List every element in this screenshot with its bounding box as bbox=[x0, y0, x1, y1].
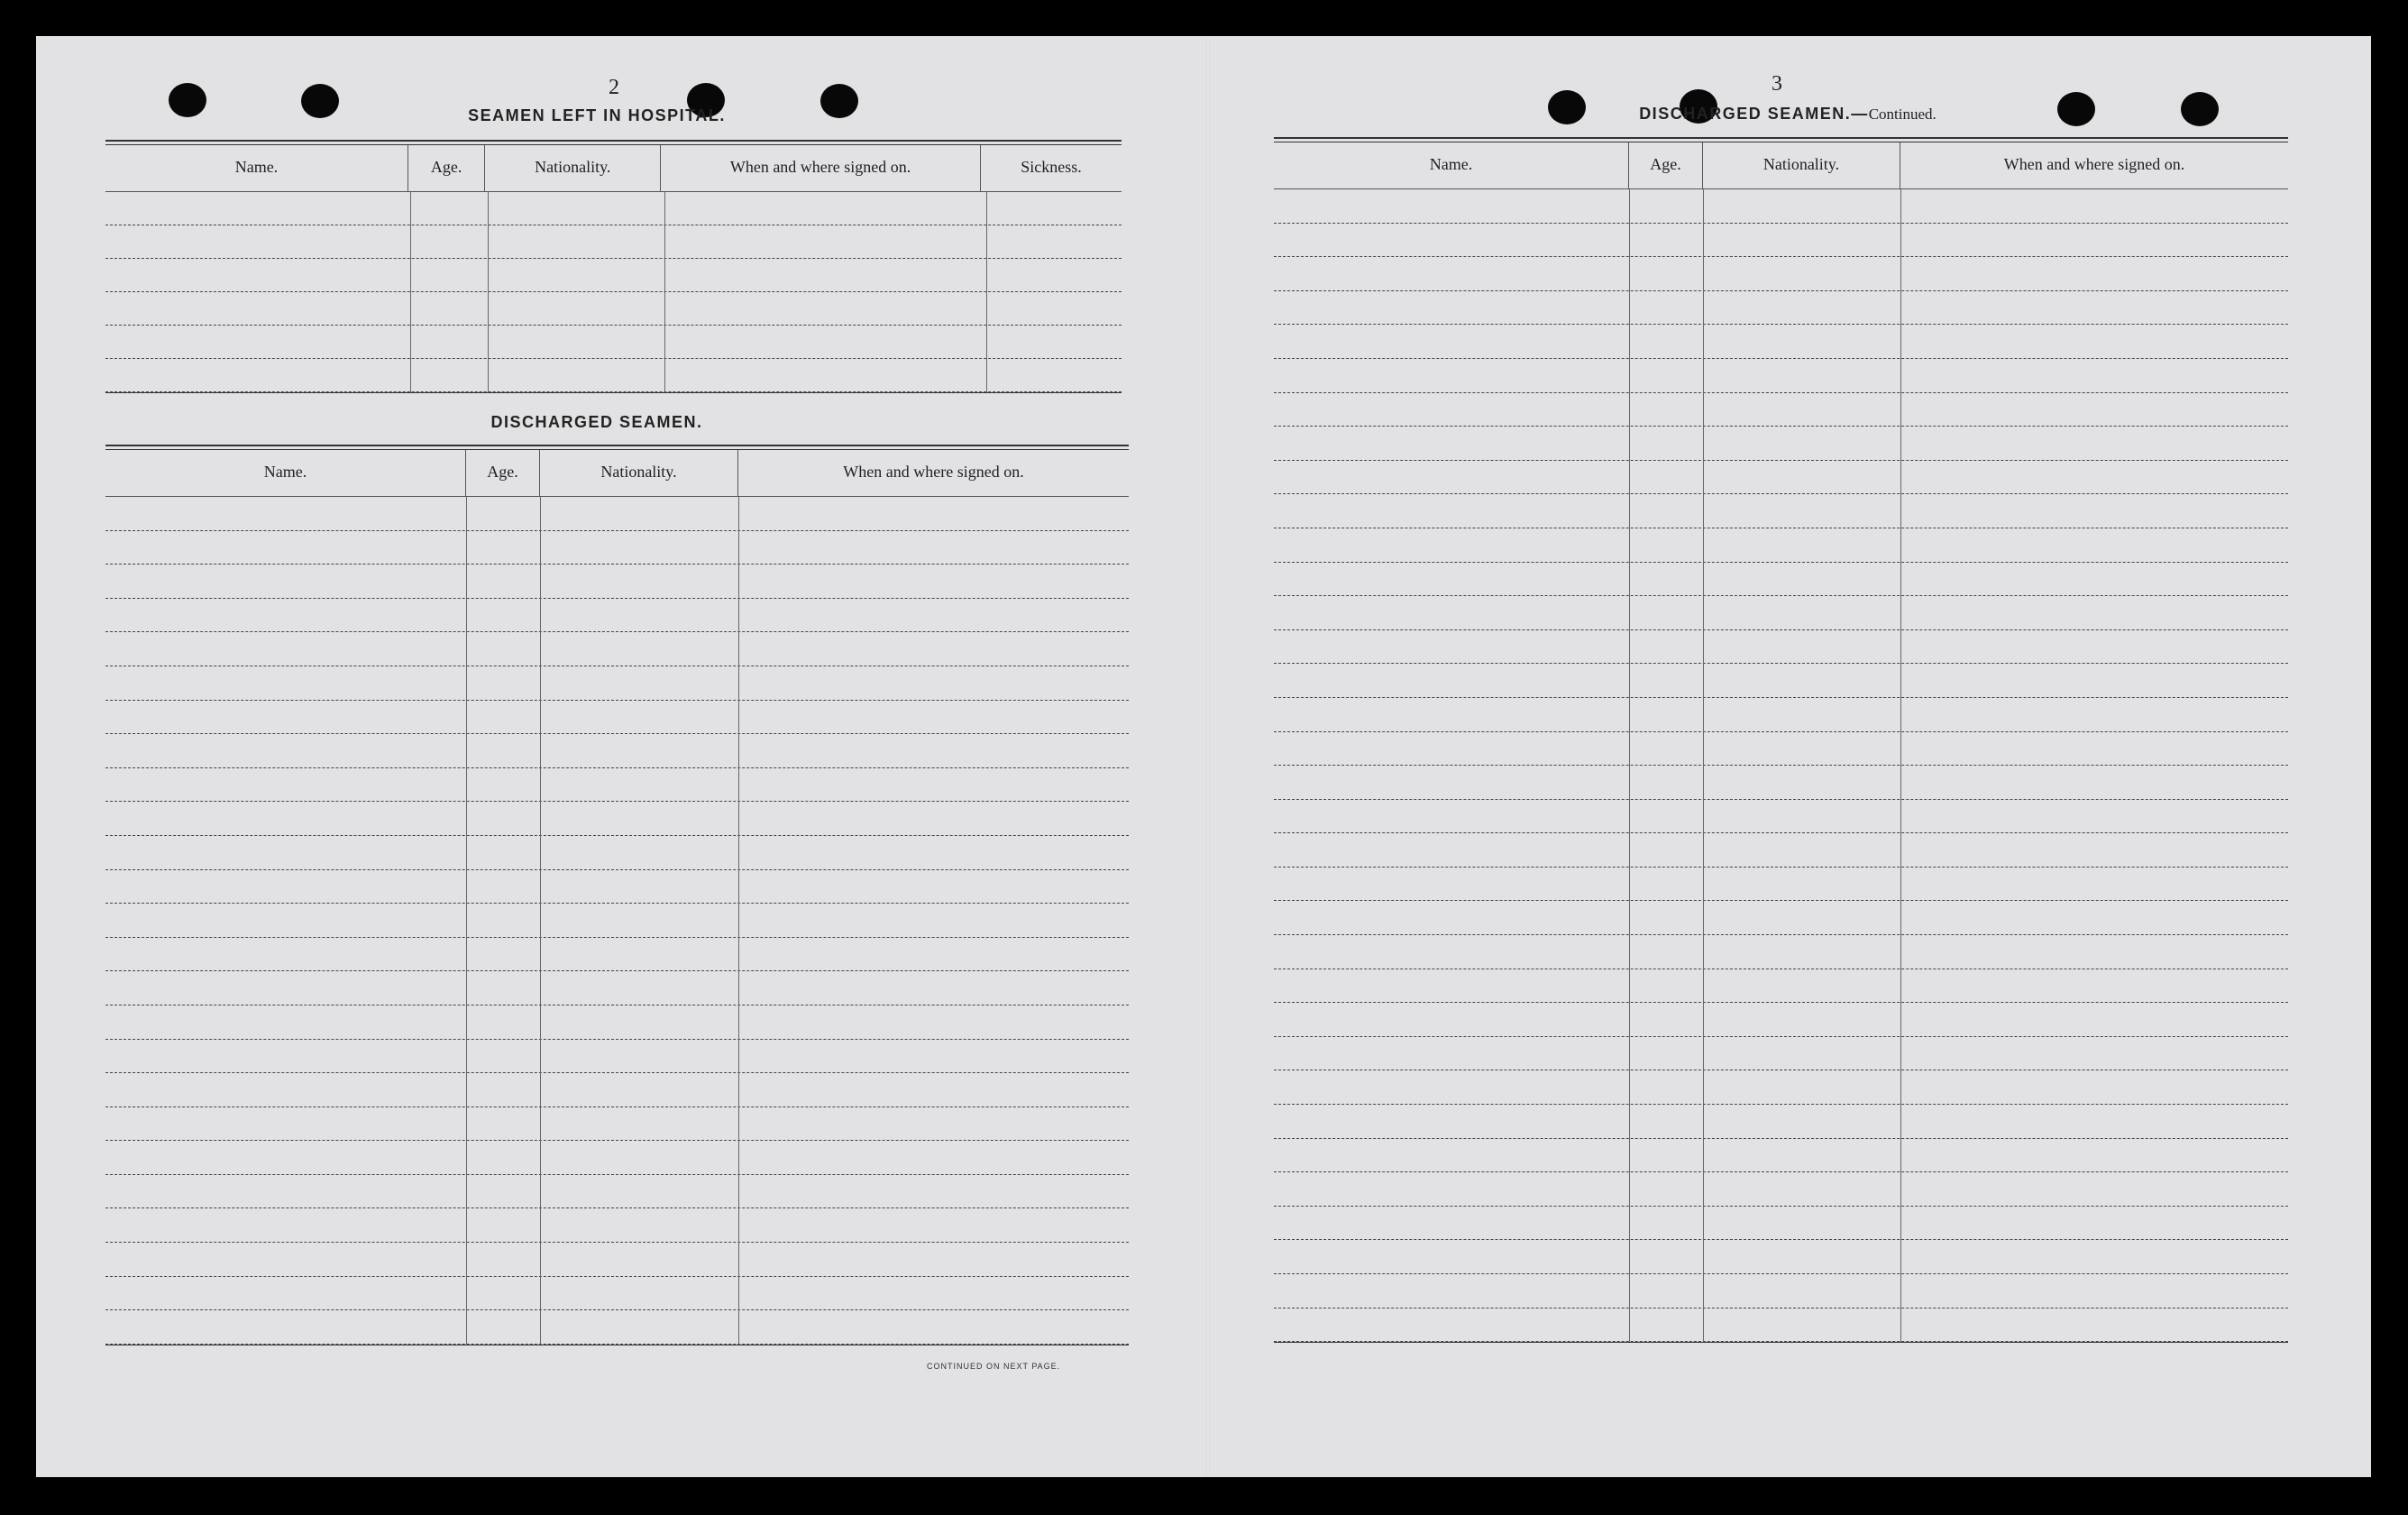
column-header-nationality: Nationality. bbox=[540, 450, 738, 496]
table-row bbox=[105, 938, 1129, 972]
table-row bbox=[105, 768, 1129, 803]
column-header-age: Age. bbox=[466, 450, 540, 496]
table-row bbox=[1274, 664, 2288, 698]
table-row bbox=[105, 1040, 1129, 1074]
discharged-continued-table bbox=[1274, 137, 2288, 1343]
table-row bbox=[1274, 1172, 2288, 1207]
continued-note: CONTINUED ON NEXT PAGE. bbox=[927, 1362, 1061, 1371]
table-row bbox=[1274, 224, 2288, 258]
column-header-age: Age. bbox=[408, 145, 485, 191]
table-row bbox=[1274, 257, 2288, 291]
hospital-table bbox=[105, 140, 1122, 393]
table-row bbox=[105, 599, 1129, 633]
punch-hole bbox=[301, 84, 339, 118]
table-row bbox=[1274, 1070, 2288, 1105]
table-body bbox=[1274, 189, 2288, 1342]
punch-hole bbox=[820, 84, 858, 118]
table-row bbox=[105, 971, 1129, 1005]
table-header bbox=[105, 145, 1122, 192]
table-row bbox=[1274, 359, 2288, 393]
table-row bbox=[105, 870, 1129, 904]
table-row bbox=[1274, 732, 2288, 767]
table-body bbox=[105, 497, 1129, 1345]
table-row bbox=[1274, 461, 2288, 495]
table-row bbox=[1274, 325, 2288, 359]
table-row bbox=[105, 225, 1122, 259]
table-row bbox=[1274, 1003, 2288, 1037]
table-row bbox=[105, 632, 1129, 666]
punch-hole bbox=[2057, 92, 2095, 126]
table-row bbox=[1274, 596, 2288, 630]
table-row bbox=[1274, 800, 2288, 834]
table-row bbox=[105, 666, 1129, 701]
table-row bbox=[1274, 393, 2288, 427]
punch-hole bbox=[2181, 92, 2219, 126]
table-row bbox=[105, 1277, 1129, 1311]
table-row bbox=[1274, 1308, 2288, 1343]
table-row bbox=[1274, 1037, 2288, 1071]
column-header-signed-on: When and where signed on. bbox=[2003, 155, 2185, 173]
table-row bbox=[105, 292, 1122, 326]
table-row bbox=[1274, 427, 2288, 461]
table-row bbox=[105, 1141, 1129, 1175]
table-row bbox=[1274, 494, 2288, 528]
table-row bbox=[1274, 528, 2288, 563]
column-header-nationality: Nationality. bbox=[485, 145, 661, 191]
table-row bbox=[1274, 833, 2288, 868]
table-row bbox=[1274, 189, 2288, 224]
column-header-name: Name. bbox=[105, 145, 408, 191]
column-header-signed-on: When and where signed on. bbox=[843, 463, 1024, 481]
table-row bbox=[1274, 1274, 2288, 1308]
page-number: 3 bbox=[1772, 72, 1782, 96]
table-row bbox=[105, 1175, 1129, 1209]
table-row bbox=[1274, 291, 2288, 326]
hospital-section-title: SEAMEN LEFT IN HOSPITAL. bbox=[468, 106, 726, 124]
page-number: 2 bbox=[609, 76, 619, 99]
table-row bbox=[105, 701, 1129, 735]
bottom-rule bbox=[105, 392, 1122, 393]
table-row bbox=[105, 192, 1122, 225]
table-row bbox=[105, 904, 1129, 938]
table-row bbox=[1274, 969, 2288, 1004]
table-row bbox=[1274, 901, 2288, 935]
table-row bbox=[105, 1310, 1129, 1345]
table-row bbox=[105, 531, 1129, 565]
table-row bbox=[105, 1243, 1129, 1277]
table-row bbox=[105, 1107, 1129, 1142]
column-header-name: Name. bbox=[1274, 142, 1629, 188]
section-title-continued: Continued. bbox=[1868, 106, 1936, 123]
column-header-sickness: Sickness. bbox=[1021, 158, 1082, 176]
discharged-table bbox=[105, 445, 1129, 1345]
table-row bbox=[105, 259, 1122, 292]
table-row bbox=[1274, 1139, 2288, 1173]
discharged-section-title: DISCHARGED SEAMEN. bbox=[490, 413, 703, 431]
section-title-main: DISCHARGED SEAMEN.— bbox=[1639, 105, 1869, 123]
table-row bbox=[1274, 1105, 2288, 1139]
bottom-rule bbox=[1274, 1342, 2288, 1343]
table-row bbox=[1274, 1207, 2288, 1241]
table-row bbox=[1274, 868, 2288, 902]
table-row bbox=[1274, 935, 2288, 969]
column-header-nationality: Nationality. bbox=[1703, 142, 1900, 188]
table-row bbox=[105, 1073, 1129, 1107]
table-row bbox=[105, 1208, 1129, 1243]
table-row bbox=[105, 1005, 1129, 1040]
page-fold bbox=[1206, 36, 1210, 1477]
column-header-signed-on: When and where signed on. bbox=[661, 145, 981, 191]
punch-hole bbox=[169, 83, 206, 117]
table-row bbox=[105, 836, 1129, 870]
table-header bbox=[105, 450, 1129, 497]
table-row bbox=[1274, 563, 2288, 597]
column-header-age: Age. bbox=[1629, 142, 1703, 188]
table-row bbox=[105, 326, 1122, 359]
table-body bbox=[105, 192, 1122, 392]
table-row bbox=[1274, 698, 2288, 732]
table-row bbox=[105, 497, 1129, 531]
table-row bbox=[105, 734, 1129, 768]
table-header bbox=[1274, 142, 2288, 189]
table-row bbox=[1274, 766, 2288, 800]
column-header-name: Name. bbox=[105, 450, 466, 496]
table-row bbox=[1274, 630, 2288, 665]
table-row bbox=[1274, 1240, 2288, 1274]
table-row bbox=[105, 359, 1122, 392]
table-row bbox=[105, 802, 1129, 836]
right-section-title bbox=[1562, 105, 2013, 124]
table-row bbox=[105, 565, 1129, 599]
